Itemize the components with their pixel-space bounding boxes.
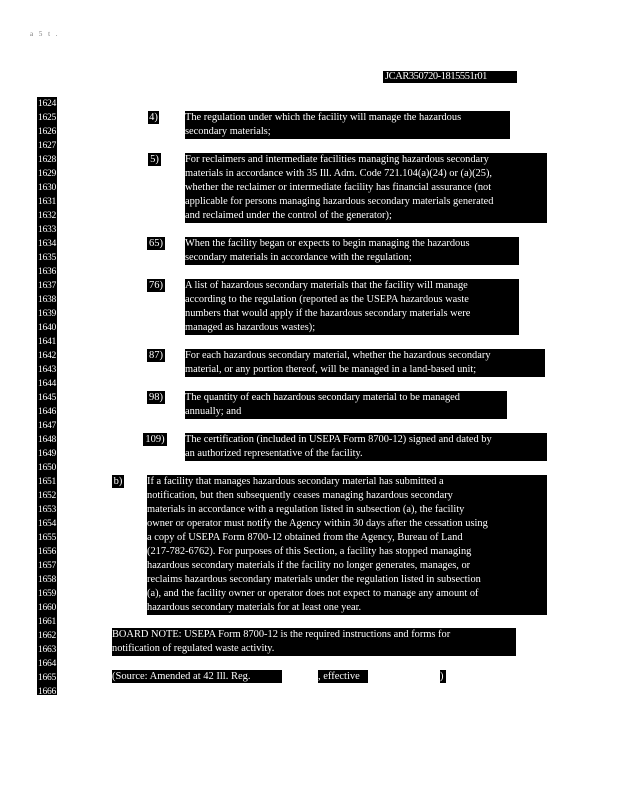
text-line: an authorized representative of the facility. — [185, 448, 363, 459]
line-number: 1648 — [38, 434, 56, 445]
line-number: 1659 — [38, 588, 56, 599]
text-line: hazardous secondary materials if the facility no longer generates, manages, or — [147, 560, 471, 571]
line-number: 1644 — [38, 378, 56, 389]
subsection-b-number: b) — [113, 476, 123, 487]
item-109-text — [185, 433, 547, 461]
line-number: 1631 — [38, 196, 56, 207]
text-line: a copy of USEPA Form 8700-12 obtained from the Agency, Bureau of Land — [147, 532, 463, 543]
text-line: annually; and — [185, 406, 242, 417]
item-4-text — [185, 111, 510, 139]
line-number: 1629 — [38, 168, 56, 179]
text-line: The regulation under which the facility will manage the hazardous — [185, 112, 462, 123]
board-note — [112, 628, 516, 656]
line-number: 1656 — [38, 546, 56, 557]
item-98-number: 98) — [149, 392, 163, 403]
text-line: owner or operator must notify the Agency within 30 days after the cessation using — [147, 518, 488, 529]
item-5-number: 5) — [148, 153, 161, 166]
line-number: 1630 — [38, 182, 56, 193]
item-98-text — [185, 391, 507, 419]
item-65-number: 65) — [149, 238, 163, 249]
line-number: 1624 — [38, 98, 56, 109]
line-number: 1646 — [38, 406, 56, 417]
text-line: (a), and the facility owner or operator does not expect to manage any amount of — [147, 588, 479, 599]
line-number: 1649 — [38, 448, 56, 459]
line-number: 1632 — [38, 210, 56, 221]
source-note-middle: , effective — [318, 670, 368, 683]
text-line: When the facility began or expects to begin managing the hazardous — [185, 238, 470, 249]
line-number: 1625 — [38, 112, 56, 123]
line-number: 1626 — [38, 126, 56, 137]
text-line: materials in accordance with a regulation listed in subsection (a), the facility — [147, 504, 465, 515]
line-number: 1653 — [38, 504, 56, 515]
text-line: The quantity of each hazardous secondary material to be managed — [185, 392, 460, 403]
item-87-text — [185, 349, 545, 377]
text-line: secondary materials; — [185, 126, 271, 137]
line-number: 1645 — [38, 392, 56, 403]
text-line: A list of hazardous secondary materials that the facility will manage — [185, 280, 468, 291]
line-number: 1639 — [38, 308, 56, 319]
line-number: 1662 — [38, 630, 56, 641]
item-5-text — [185, 153, 547, 223]
scan-stray-marks: a 5 t . — [30, 30, 60, 38]
document-id-header: JCAR350720-1815551r01 — [383, 71, 517, 83]
line-number: 1663 — [38, 644, 56, 655]
item-4-number: 4) — [149, 112, 158, 123]
line-number: 1628 — [38, 154, 56, 165]
line-number: 1634 — [38, 238, 56, 249]
line-number: 1658 — [38, 574, 56, 585]
line-number-gutter — [37, 97, 57, 695]
text-line: materials in accordance with 35 Ill. Adm. Code 721.104(a)(24) or (a)(25), — [185, 168, 493, 179]
text-line: according to the regulation (reported as the USEPA hazardous waste — [185, 294, 469, 305]
text-line: numbers that would apply if the hazardous secondary materials were — [185, 308, 471, 319]
line-number: 1652 — [38, 490, 56, 501]
line-number: 1641 — [38, 336, 56, 347]
text-line: and reclaimed under the control of the generator); — [185, 210, 392, 221]
text-line: notification of regulated waste activity. — [112, 643, 275, 654]
line-number: 1664 — [38, 658, 56, 669]
text-line: material, or any portion thereof, will be managed in a land-based unit; — [185, 364, 477, 375]
line-number: 1654 — [38, 518, 56, 529]
line-number: 1647 — [38, 420, 56, 431]
line-number: 1666 — [38, 686, 56, 697]
text-line: managed as hazardous wastes); — [185, 322, 316, 333]
item-87-number: 87) — [149, 350, 163, 361]
line-number: 1636 — [38, 266, 56, 277]
source-note-prefix: (Source: Amended at 42 Ill. Reg. — [112, 670, 282, 683]
line-number: 1627 — [38, 140, 56, 151]
item-109-number: 109) — [143, 433, 167, 446]
line-number: 1642 — [38, 350, 56, 361]
line-number: 1650 — [38, 462, 56, 473]
line-number: 1643 — [38, 364, 56, 375]
text-line: For each hazardous secondary material, whether the hazardous secondary — [185, 350, 491, 361]
text-line: reclaims hazardous secondary materials under the regulation listed in subsection — [147, 574, 481, 585]
text-line: If a facility that manages hazardous secondary material has submitted a — [147, 476, 444, 487]
item-76-text — [185, 279, 519, 335]
text-line: BOARD NOTE: USEPA Form 8700-12 is the required instructions and forms for — [112, 629, 451, 640]
text-line: notification, but then subsequently ceases managing hazardous secondary — [147, 490, 453, 501]
item-76-number: 76) — [149, 280, 163, 291]
line-number: 1655 — [38, 532, 56, 543]
source-note-suffix: ) — [440, 670, 446, 683]
line-number: 1665 — [38, 672, 56, 683]
text-line: (217-782-6762). For purposes of this Section, a facility has stopped managing — [147, 546, 472, 557]
line-number: 1657 — [38, 560, 56, 571]
text-line: For reclaimers and intermediate facilities managing hazardous secondary — [185, 154, 489, 165]
line-number: 1637 — [38, 280, 56, 291]
line-number: 1633 — [38, 224, 56, 235]
line-number: 1635 — [38, 252, 56, 263]
subsection-b-text — [147, 475, 547, 615]
line-number: 1651 — [38, 476, 56, 487]
text-line: secondary materials in accordance with the regulation; — [185, 252, 412, 263]
text-line: applicable for persons managing hazardous secondary materials generated — [185, 196, 494, 207]
text-line: The certification (included in USEPA Form 8700-12) signed and dated by — [185, 434, 492, 445]
line-number: 1661 — [38, 616, 56, 627]
text-line: whether the reclaimer or intermediate facility has financial assurance (not — [185, 182, 492, 193]
line-number: 1640 — [38, 322, 56, 333]
line-number: 1638 — [38, 294, 56, 305]
line-number: 1660 — [38, 602, 56, 613]
item-65-text — [185, 237, 519, 265]
text-line: hazardous secondary materials for at least one year. — [147, 602, 362, 613]
